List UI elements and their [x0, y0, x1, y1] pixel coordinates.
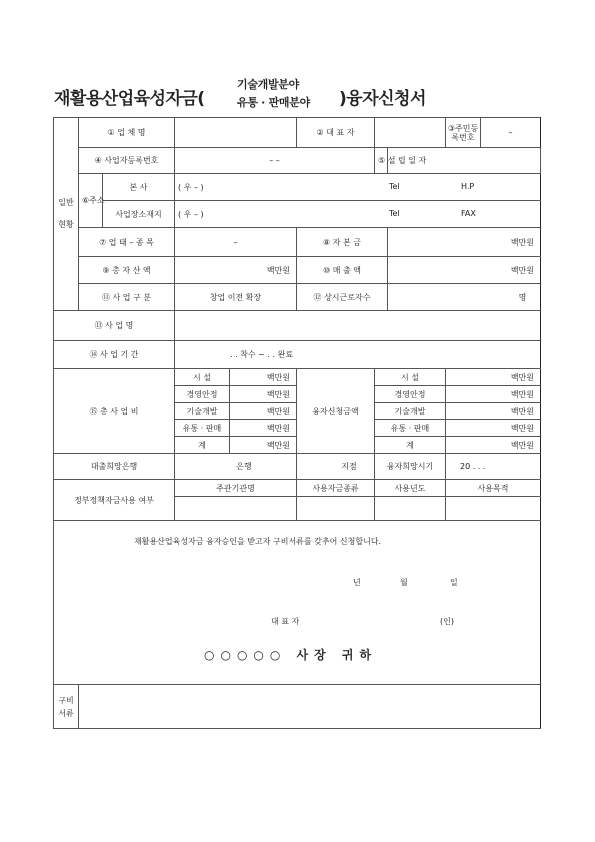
loan-time-field[interactable]: 20 . . .	[446, 454, 541, 480]
bank-label: 대출희망은행	[54, 454, 175, 480]
cost-item-tech: 기술개발	[175, 403, 230, 420]
gov-year-field[interactable]	[375, 497, 446, 521]
site-address-field[interactable]	[175, 201, 541, 228]
total-cost-label: ⑮ 총 사 업 비	[54, 369, 175, 454]
loan-value-total[interactable]: 백만원	[446, 437, 541, 454]
title-tail: )융자신청서	[339, 89, 426, 109]
cost-item-distribution: 유통 · 판매	[175, 420, 230, 437]
declaration-addressee: ○○○○○ 사장 귀하	[204, 648, 378, 662]
biz-type-options[interactable]: 창업 이전 확장	[175, 284, 297, 311]
loan-value-tech[interactable]: 백만원	[446, 403, 541, 420]
gov-header-agency: 주관기관명	[175, 480, 297, 497]
assets-label: ⑨ 총 자 산 액	[79, 257, 175, 284]
loan-amount-label: 융자신청금액	[297, 369, 375, 454]
gov-purpose-field[interactable]	[446, 497, 541, 521]
hq-address-field[interactable]	[175, 174, 541, 201]
declaration-text: 재활용산업육성자금 융자승인을 받고자 구비서류를 갖추어 신청합니다.	[134, 537, 382, 546]
employees-label: ⑫ 상시근로자수	[297, 284, 388, 311]
resident-no-label: ③주민등록번호	[446, 118, 481, 147]
cost-value-distribution[interactable]: 백만원	[230, 420, 297, 437]
industry-field[interactable]: –	[175, 228, 297, 257]
sales-label: ⑩ 매 출 액	[297, 257, 388, 284]
cost-value-total[interactable]: 백만원	[230, 437, 297, 454]
cost-value-management[interactable]: 백만원	[230, 386, 297, 403]
hq-hp-label: H.P	[461, 182, 475, 191]
gov-fund-label: 정부정책자금사용 여부	[54, 480, 175, 521]
company-name-label: ① 업 체 명	[79, 118, 175, 148]
biz-type-label: ⑪ 사 업 구 분	[79, 284, 175, 311]
cost-value-facility[interactable]: 백만원	[230, 369, 297, 386]
gov-header-purpose: 사용목적	[446, 480, 541, 497]
hq-label: 본 사	[103, 174, 175, 201]
biz-reg-field[interactable]: – –	[175, 148, 375, 174]
capital-field[interactable]: 백만원	[388, 228, 541, 257]
site-fax-label: FAX	[461, 209, 476, 218]
address-label: ⑥주소	[79, 174, 103, 228]
declaration-day: 일	[450, 578, 458, 587]
loan-value-distribution[interactable]: 백만원	[446, 420, 541, 437]
declaration-year: 년	[353, 578, 361, 587]
representative-label: ② 대 표 자	[297, 118, 375, 148]
loan-item-total: 계	[375, 437, 446, 454]
capital-label: ⑧ 자 본 금	[297, 228, 388, 257]
gov-header-fund-type: 사용자금종류	[297, 480, 375, 497]
hq-postal: ( 우 – )	[178, 182, 204, 192]
industry-label: ⑦ 업 태 – 종 목	[79, 228, 175, 257]
loan-item-facility: 시 설	[375, 369, 446, 386]
company-name-field[interactable]	[175, 118, 297, 148]
project-name-field[interactable]	[175, 311, 541, 341]
resident-no-field[interactable]: –	[508, 128, 513, 137]
est-date-label: ⑤ 설 립 일 자	[375, 148, 388, 174]
declaration-rep-label: 대 표 자	[271, 617, 300, 626]
site-tel-label: Tel	[389, 209, 400, 218]
title-main: 재활용산업육성자금(	[54, 89, 205, 109]
cost-item-total: 계	[175, 437, 230, 454]
loan-item-tech: 기술개발	[375, 403, 446, 420]
loan-item-distribution: 유통 · 판매	[375, 420, 446, 437]
declaration-block	[54, 521, 541, 685]
bank-field[interactable]: 은행	[175, 454, 297, 480]
gov-fund-type-field[interactable]	[297, 497, 375, 521]
cost-item-management: 경영안정	[175, 386, 230, 403]
attachments-label: 구비서류	[54, 685, 79, 729]
hq-tel-label: Tel	[389, 182, 400, 191]
assets-field[interactable]: 백만원	[175, 257, 297, 284]
loan-value-management[interactable]: 백만원	[446, 386, 541, 403]
form-title	[54, 78, 554, 112]
declaration-seal: (인)	[440, 617, 454, 626]
loan-time-label: 융자희망시기	[375, 454, 446, 480]
employees-field[interactable]: 명	[388, 284, 541, 311]
representative-field[interactable]	[375, 118, 446, 148]
project-period-label: ⑭ 사 업 기 간	[54, 341, 175, 369]
biz-reg-label: ④ 사업자등록번호	[79, 148, 175, 174]
attachments-field[interactable]	[79, 685, 541, 729]
sales-field[interactable]: 백만원	[388, 257, 541, 284]
cost-value-tech[interactable]: 백만원	[230, 403, 297, 420]
site-label: 사업장소재지	[103, 201, 175, 228]
loan-value-facility[interactable]: 백만원	[446, 369, 541, 386]
branch-field[interactable]: 지점	[297, 454, 375, 480]
loan-item-management: 경영안정	[375, 386, 446, 403]
gov-agency-field[interactable]	[175, 497, 297, 521]
site-postal: ( 우 – )	[178, 209, 204, 219]
title-option-distribution: 유통 · 판매분야	[237, 96, 310, 109]
cost-item-facility: 시 설	[175, 369, 230, 386]
title-option-tech: 기술개발분야	[237, 78, 299, 91]
loan-application-form	[53, 117, 541, 729]
general-section-label: 일반현황	[54, 118, 79, 311]
project-name-label: ⑬ 사 업 명	[54, 311, 175, 341]
gov-header-year: 사용년도	[375, 480, 446, 497]
project-period-field[interactable]: . . 착수 ~ . . 완료	[175, 341, 541, 369]
declaration-month: 월	[400, 578, 408, 587]
